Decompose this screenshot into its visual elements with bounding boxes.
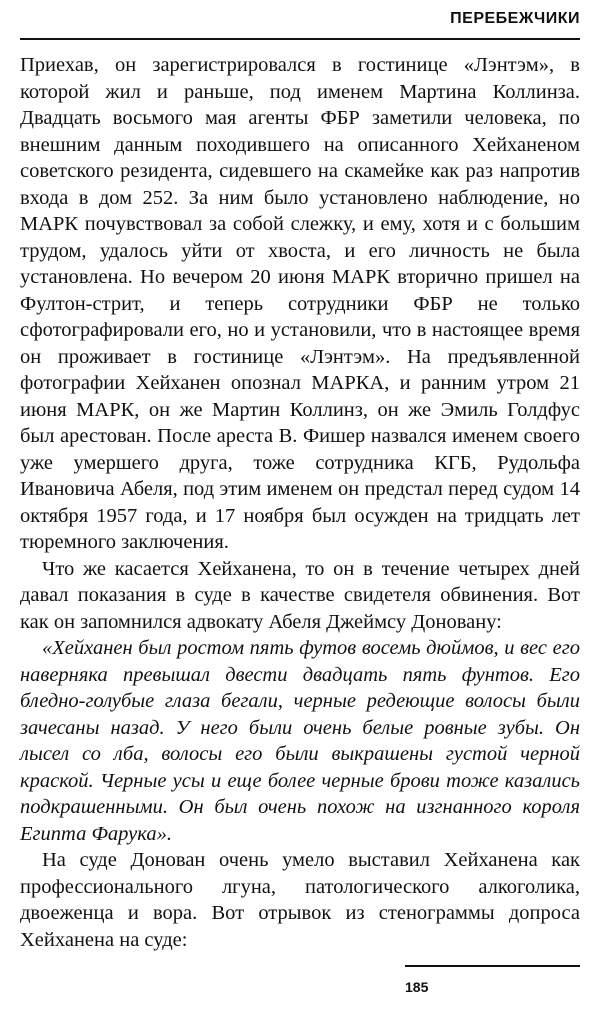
paragraph-testimony: Что же касается Хейханена, то он в течение четырех дней давал показания в суде в качестве свидетеля обвинения. Вот как он запомнился адвокату Абеля Джеймсу Доновану: (20, 557, 580, 633)
paragraph-donovan-quote: «Хейханен был ростом пять футов восемь дюймов, и вес его наверняка превышал двести двадцать пять фунтов. Его бледно-голубые глаза бегали, черные редеющие волосы были зачесаны назад. У него были очень белые ровные зубы. Он лысел со лба, волосы его были выкрашены густой черной краской. Черные усы и еще более черные брови тоже казались подкрашенными. Он был очень похож на изгнанного короля Египта Фарука». (20, 637, 580, 845)
header-divider (20, 38, 580, 40)
running-header: ПЕРЕБЕЖЧИКИ (450, 10, 580, 27)
page-body (20, 52, 580, 953)
paragraph-trial: На суде Донован очень умело выставил Хейханена как профессионального лгуна, патологического алкоголика, двоеженца и вора. Вот отрывок из стенограммы допроса Хейханена на суде: (20, 849, 580, 951)
page-number: 185 (405, 979, 429, 995)
footer-divider (405, 965, 580, 967)
paragraph-arrest: Приехав, он зарегистрировался в гостинице «Лэнтэм», в которой жил и раньше, под именем Мартина Коллинза. Двадцать восьмого мая агенты ФБР заметили человека, по внешним данным походившего на описанного Хейханеном советского резидента, сидевшего на скамейке как раз напротив входа в дом 252. За ним было установлено наблюдение, но МАРК почувствовал за собой слежку, и ему, хотя и с большим трудом, удалось уйти от хвоста, и его личность не была установлена. Но вечером 20 июня МАРК вторично пришел на Фултон-стрит, и теперь сотрудники ФБР не только сфотографировали его, но и установили, что в настоящее время он проживает в гостинице «Лэнтэм». На предъявленной фотографии Хейханен опознал МАРКА, и ранним утром 21 июня МАРК, он же Мартин Коллинз, он же Эмиль Голдфус был арестован. После ареста В. Фишер назвался именем своего уже умершего друга, тоже сотрудника КГБ, Рудольфа Ивановича Абеля, под этим именем он предстал перед судом 14 октября 1957 года, и 17 ноября был осужден на тридцать лет тюремного заключения. (20, 54, 580, 553)
